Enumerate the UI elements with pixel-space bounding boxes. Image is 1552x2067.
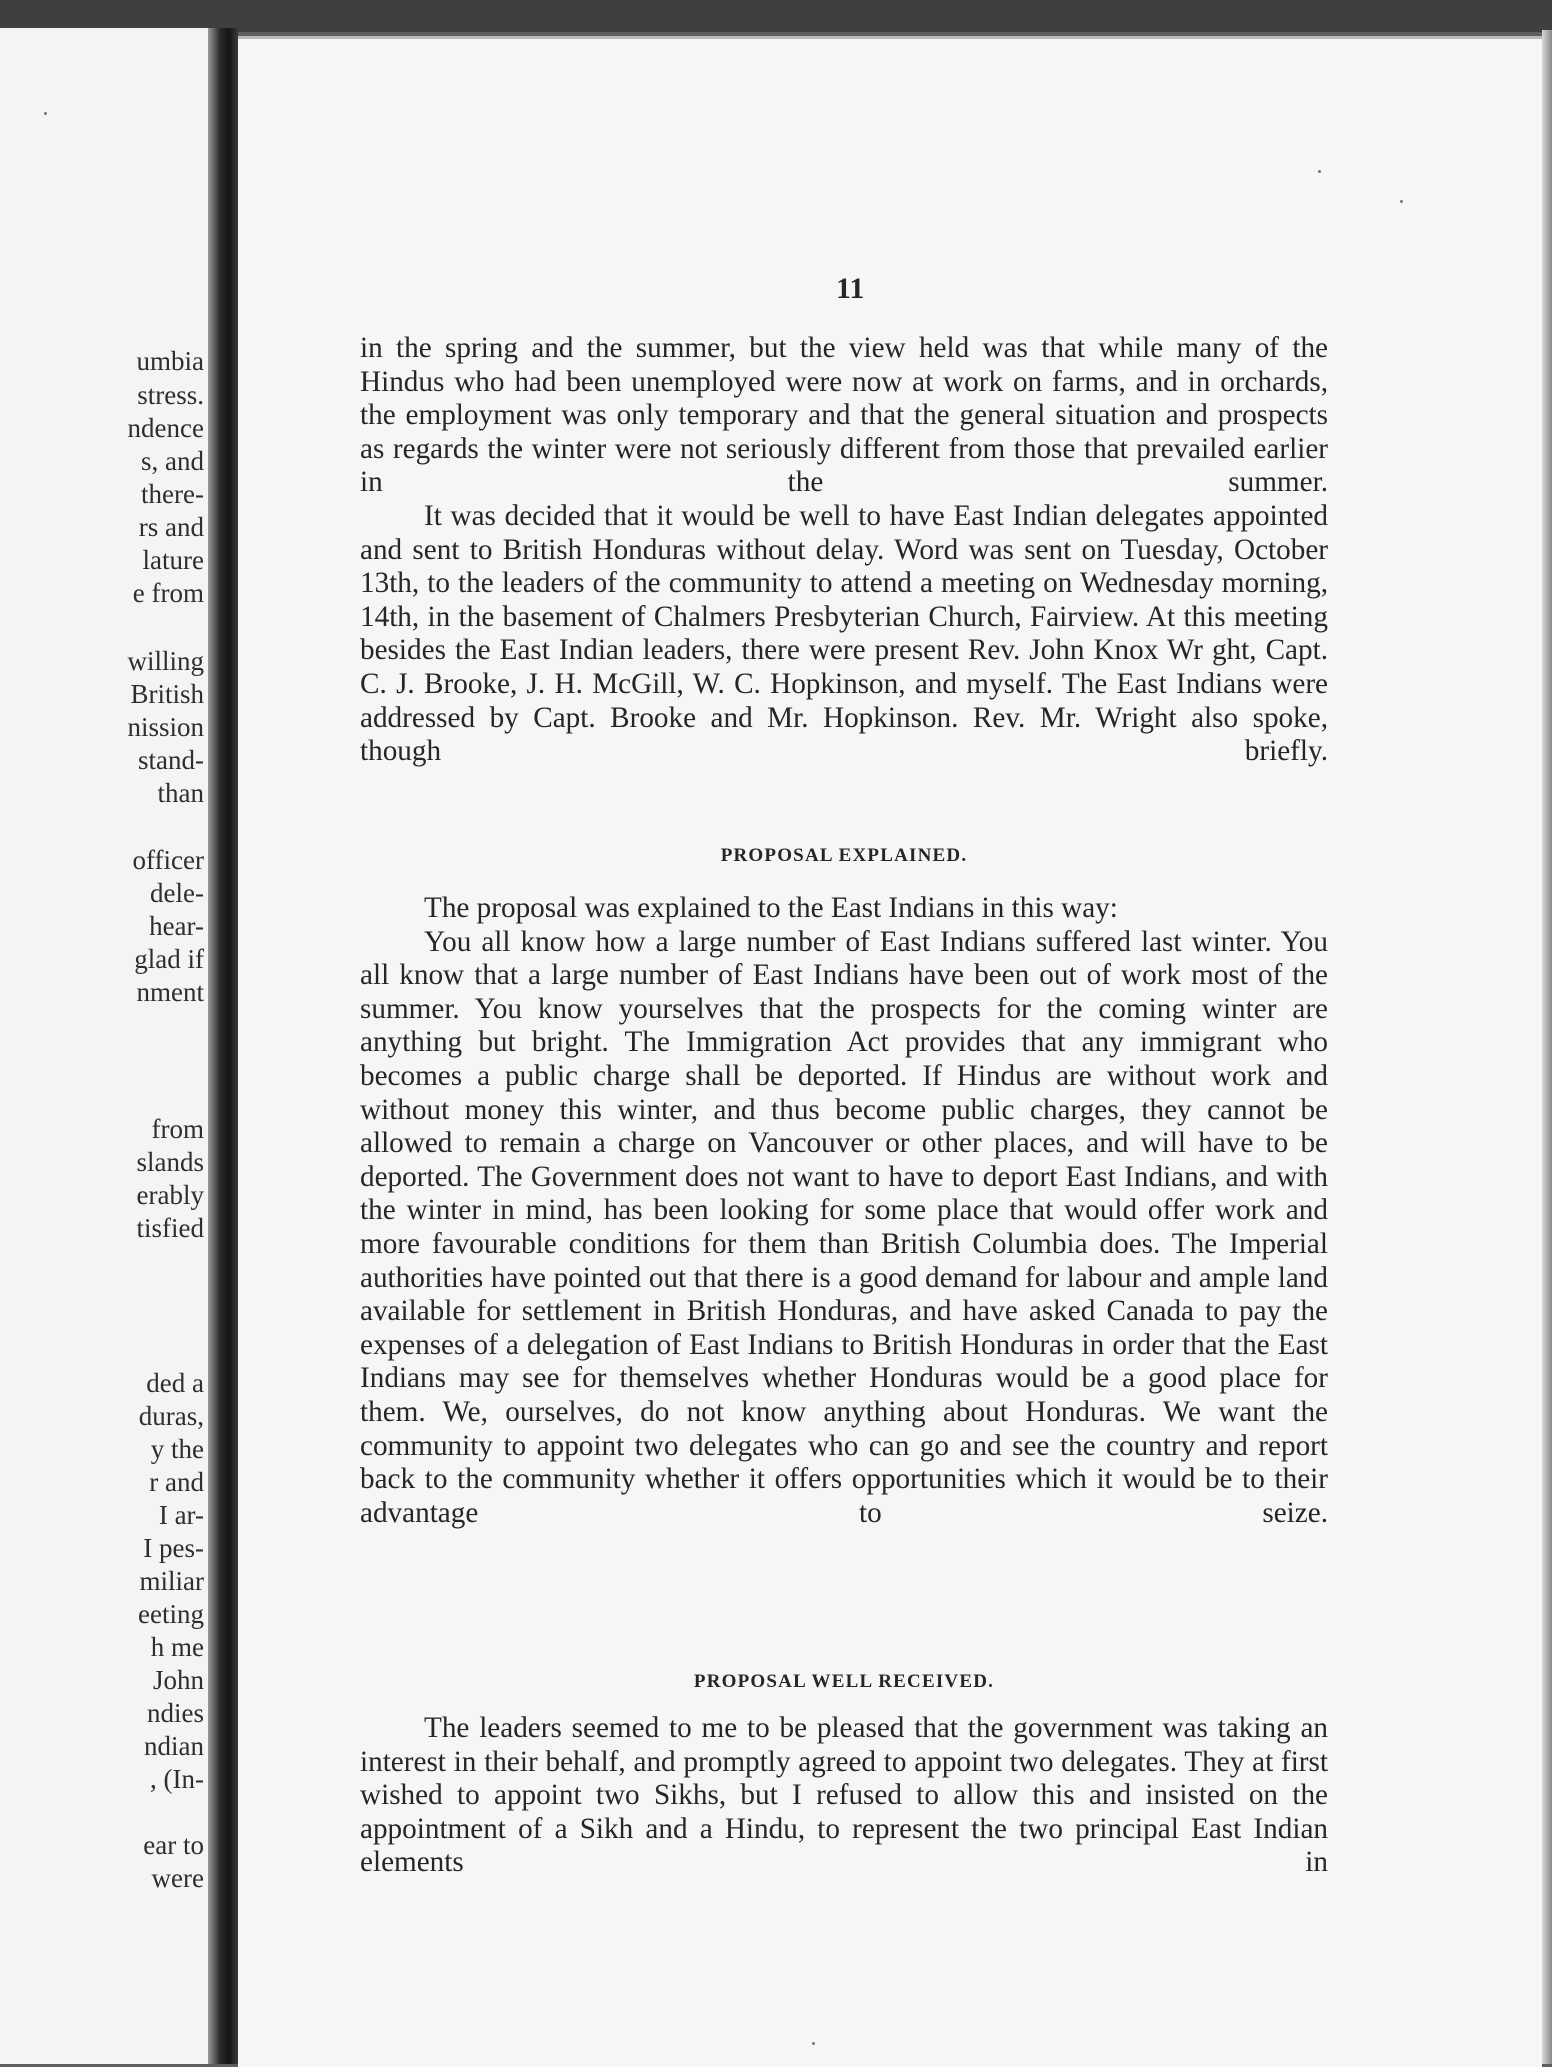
paragraph-2: It was decided that it would be well to have East Indian delegates appointed and sent to British Honduras without delay. Word was sent on Tuesday, October 13th, to the leaders of the community to attend a meeting on Wednesday morning, 14th, in the basement of Chalmers Presbyterian Church, Fairview. At this meeting besides the East Indian leaders, there were present Rev. John Knox Wr ght, Capt. C. J. Brooke, J. H. McGill, W. C. Hopkinson, and myself. The East Indians were addressed by Capt. Brooke and Mr. Hopkinson. Rev. Mr. Wright also spoke, though briefly. <box>360 499 1328 768</box>
facing-page-text-fragment: miliar <box>139 1566 204 1596</box>
facing-page-text-fragment: glad if <box>134 944 204 974</box>
speck <box>812 2042 815 2045</box>
facing-page-text-fragment: dele- <box>150 878 204 908</box>
facing-page-text-fragment: umbia <box>136 346 204 376</box>
facing-page-text-fragment: e from <box>132 578 204 608</box>
facing-page-text-fragment: were <box>151 1863 204 1893</box>
facing-page-text-fragment: eeting <box>138 1599 204 1629</box>
page-number: 11 <box>836 272 865 305</box>
body-text-middle <box>360 892 1328 1530</box>
speck <box>44 112 47 115</box>
facing-page-text-fragment: officer <box>132 845 204 875</box>
facing-page-text-fragment: ndian <box>144 1731 204 1761</box>
paragraph-1: in the spring and the summer, but the view held was that while many of the Hindus who had been unemployed were now at work on farms, and in orchards, the employment was only temporary and that the general situation and prospects as regards the winter were not seriously different from those that prevailed earlier in the summer. <box>360 332 1328 499</box>
facing-page-text-fragment: rs and <box>138 512 204 542</box>
facing-page-text-fragment: ear to <box>143 1830 204 1860</box>
facing-page-text-fragment: tisfied <box>136 1213 204 1243</box>
facing-page-text-fragment: y the <box>150 1434 204 1464</box>
section-heading-proposal-well-received: PROPOSAL WELL RECEIVED. <box>693 1671 995 1692</box>
section-heading-proposal-explained: PROPOSAL EXPLAINED. <box>720 845 968 866</box>
facing-page-text-fragment: I ar- <box>158 1500 204 1530</box>
facing-page-text-fragment: there- <box>141 479 204 509</box>
speck <box>1400 200 1403 203</box>
facing-page-text-fragment: stress. <box>137 380 204 410</box>
facing-page-text-fragment: I pes- <box>143 1533 204 1563</box>
body-text-top <box>360 332 1328 769</box>
facing-page-text-fragment: than <box>157 778 204 808</box>
book-gutter <box>208 28 238 2064</box>
facing-page-text-fragment: from <box>151 1114 204 1144</box>
speck <box>1318 170 1321 173</box>
facing-page-left <box>0 28 210 2064</box>
paragraph-3: The proposal was explained to the East Indians in this way: <box>424 892 1118 924</box>
facing-page-text-fragment: h me <box>150 1632 204 1662</box>
paragraph-4: You all know how a large number of East Indians suffered last winter. You all know that a large number of East Indians have been out of work most of the summer. You know yourselves that the prospects for the coming winter are anything but bright. The Immigration Act provides that any immigrant who becomes a public charge shall be deported. If Hindus are without work and without money this winter, and thus become public charges, they cannot be allowed to remain a charge on Vancouver or other places, and will have to be deported. The Government does not want to have to deport East Indians, and with the winter in mind, has been looking for some place that would offer work and more favourable conditions for them than British Columbia does. The Imperial authorities have pointed out that there is a good demand for labour and ample land available for settlement in British Honduras, and have asked Canada to pay the expenses of a delegation of East Indians to British Honduras in order that the East Indians may see for themselves whether Honduras would be a good place for them. We, ourselves, do not know anything about Honduras. We want the community to appoint two delegates who can go and see the country and report back to the community whether it offers opportunities which it would be to their advantage to seize. <box>360 925 1328 1529</box>
paragraph-5: The leaders seemed to me to be pleased that the government was taking an interest in their behalf, and promptly agreed to appoint two delegates. They at first wished to appoint two Sikhs, but I refused to allow this and insisted on the appointment of a Sikh and a Hindu, to represent the two principal East Indian elements in <box>360 1712 1328 1879</box>
facing-page-text-fragment: stand- <box>138 745 204 775</box>
body-text-bottom <box>360 1712 1328 1880</box>
facing-page-text-fragment: British <box>130 679 204 709</box>
facing-page-text-fragment: nission <box>127 712 204 742</box>
facing-page-text-fragment: s, and <box>141 446 204 476</box>
facing-page-text-fragment: duras, <box>138 1401 204 1431</box>
facing-page-text-fragment: ded a <box>146 1368 204 1398</box>
facing-page-text-fragment: , (In- <box>150 1764 204 1794</box>
facing-page-text-fragment: ndence <box>127 413 204 443</box>
facing-page-text-fragment: r and <box>149 1467 204 1497</box>
facing-page-text-fragment: John <box>152 1665 204 1695</box>
facing-page-text-fragment: ndies <box>147 1698 204 1728</box>
facing-page-text-fragment: slands <box>136 1147 204 1177</box>
facing-page-text-fragment: willing <box>127 646 204 676</box>
facing-page-text-fragment: hear- <box>149 911 204 941</box>
page-right-edge <box>1542 30 1552 2064</box>
facing-page-text-fragment: nment <box>136 977 204 1007</box>
facing-page-text-fragment: erably <box>136 1180 204 1210</box>
facing-page-text-fragment: lature <box>142 545 204 575</box>
